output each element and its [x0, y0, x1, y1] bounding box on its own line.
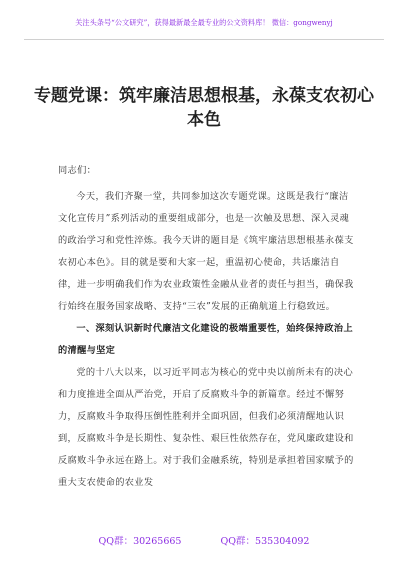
greeting: 同志们： — [58, 165, 97, 176]
intro-paragraph: 今天，我们齐聚一堂，共同参加这次专题党课。这既是我行“廉洁文化宣传月”系列活动的重要组成部分，也是一次触及思想、深入灵魂的政治学习和党性淬炼。我今天讲的题目是《筑牢廉洁思想根基永葆支农初心本色》。目的就是要和大家一起，重温初心使命，共话廉洁自律，进一步明确我们作为农业政策性金融从业者的责任与担当，确保我行始终在服务国家战略、支持“三农”发展的正确航道上行稳致远。 — [58, 191, 354, 312]
document-body — [58, 160, 358, 494]
section-heading: 一、深刻认识新时代廉洁文化建设的极端重要性，始终保持政治上的清醒与坚定 — [58, 323, 353, 356]
section-paragraph: 党的十八大以来，以习近平同志为核心的党中央以前所未有的决心和力度推进全面从严治党，开启了反腐败斗争的新篇章。经过不懈努力，反腐败斗争取得压倒性胜利并全面巩固，但我们必须清醒地认识到，反腐败斗争是长期性、复杂性、艰巨性依然存在，党风廉政建设和反腐败斗争永远在路上。对于我们金融系统，特别是承担着国家赋予的重大支农使命的农业发 — [58, 367, 354, 488]
footer-qq-group-1[interactable]: QQ群：30265665 — [98, 536, 182, 547]
page-header: 关注头条号“公文研究”，获得最新最全最专业的公文资料库！ 微信：gongwenyj — [75, 18, 333, 27]
document-title: 专题党课：筑牢廉洁思想根基，永葆支农初心本色 — [34, 86, 374, 130]
page-footer — [0, 533, 408, 547]
header-divider — [24, 39, 384, 40]
footer-qq-group-2[interactable]: QQ群：535304092 — [220, 536, 310, 547]
